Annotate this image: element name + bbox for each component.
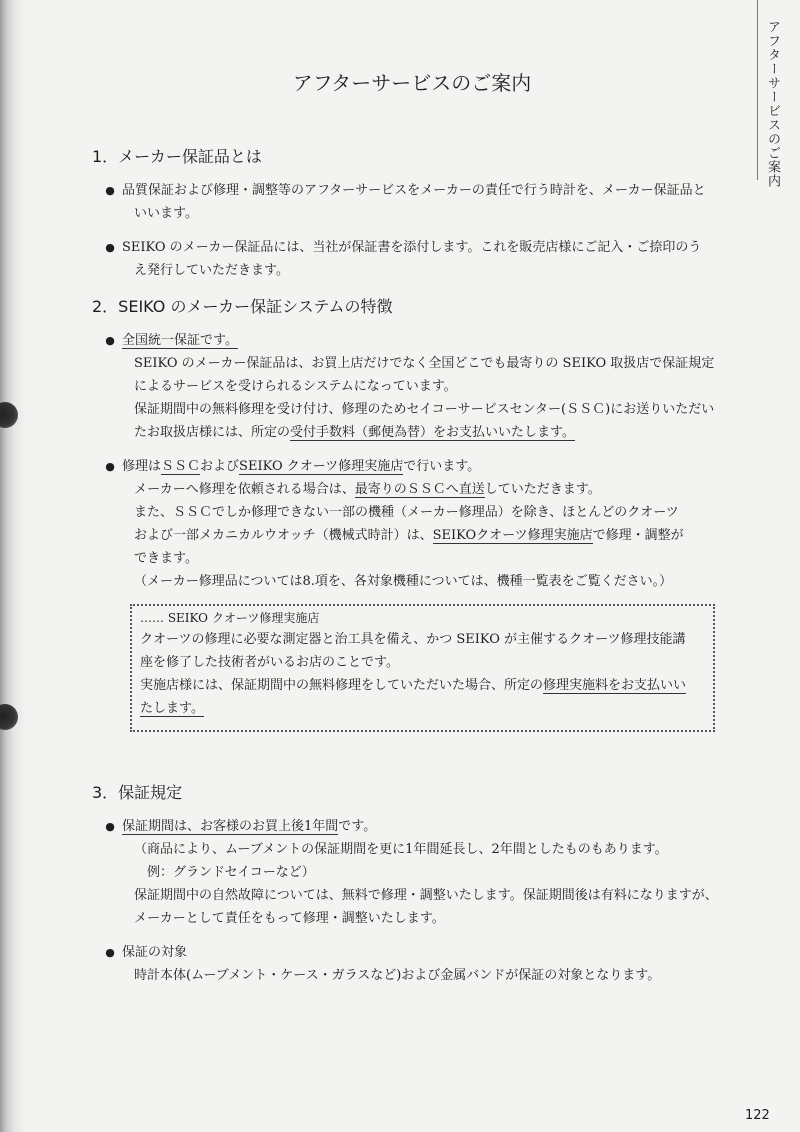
bullet-item — [92, 236, 732, 282]
bullet-item — [92, 455, 732, 593]
bullet-item — [92, 815, 732, 930]
text-line — [122, 907, 732, 930]
text-segment: で修理・調整が — [592, 528, 684, 543]
text-segment: いいます。 — [134, 206, 198, 221]
info-box-title: …… SEIKO クオーツ修理実施店 — [140, 611, 320, 625]
text-segment: （メーカー修理品については8.項を、各対象機種については、機種一覧表をご覧ください。） — [134, 574, 673, 589]
text-segment: メーカーとして責任をもって修理・調整いたします。 — [134, 911, 445, 926]
page-content — [92, 146, 732, 998]
text-line — [140, 674, 705, 697]
bullet-item — [92, 179, 732, 225]
text-segment: クオーツの修理に必要な測定器と治工具を備え、かつ SEIKO が主催するクオーツ修理技能講 — [140, 632, 686, 647]
tab-divider — [757, 0, 758, 180]
bullet-icon: ● — [105, 460, 115, 473]
text-segment: によるサービスを受けられるシステムになっています。 — [134, 379, 457, 394]
underlined-text: SEIKO クオーツ修理実施店 — [239, 459, 404, 474]
bullet-icon: ● — [105, 241, 115, 254]
text-segment: 品質保証および修理・調整等のアフターサービスをメーカーの責任で行う時計を、メーカー保証品と — [122, 183, 706, 198]
underlined-text: ＳＳＣ — [161, 459, 201, 474]
text-segment: していただきます。 — [484, 482, 601, 497]
underlined-text: 全国統一保証です。 — [122, 333, 238, 348]
bullet-text — [122, 329, 732, 444]
text-line — [122, 478, 732, 501]
bullet-text — [122, 941, 732, 987]
text-segment: 保証期間中の自然故障については、無料で修理・調整いたします。保証期間後は有料になりますが、 — [134, 888, 718, 903]
text-segment: 保証の対象 — [122, 945, 188, 960]
binding-edge — [0, 0, 26, 1132]
text-segment: （商品により、ムーブメントの保証期間を更に1年間延長し、2年間としたものもあります。 — [134, 842, 668, 857]
underlined-text: 修理実施料をお支払いい — [543, 678, 687, 693]
text-line — [122, 941, 732, 964]
text-segment: SEIKO のメーカー保証品には、当社が保証書を添付します。これを販売店様にご記入・ご捺印のう — [122, 240, 702, 255]
bullet-text — [122, 455, 732, 593]
text-line — [122, 179, 732, 202]
text-line — [140, 651, 705, 674]
text-line — [122, 421, 732, 444]
underlined-text: たします。 — [140, 701, 204, 716]
text-segment: え発行していただきます。 — [134, 263, 289, 278]
section-heading: 2．SEIKO のメーカー保証システムの特徴 — [92, 297, 393, 316]
bullet-icon: ● — [105, 184, 115, 197]
text-line — [122, 398, 732, 421]
text-line — [122, 259, 732, 282]
text-line — [122, 352, 732, 375]
text-segment: 実施店様には、保証期間中の無料修理をしていただいた場合、所定の — [140, 678, 544, 693]
text-line — [122, 547, 732, 570]
info-box — [130, 604, 715, 732]
bullet-item — [92, 941, 732, 987]
bullet-icon: ● — [105, 820, 115, 833]
text-segment: 座を修了した技術者がいるお店のことです。 — [140, 655, 399, 670]
bullet-icon: ● — [105, 946, 115, 959]
section-heading: 1．メーカー保証品とは — [92, 147, 262, 166]
page-title: アフターサービスのご案内 — [292, 71, 532, 95]
page-number: 122 — [745, 1108, 770, 1123]
text-segment: たお取扱店様には、所定の — [134, 425, 291, 440]
section-manufacturer-warranty — [92, 146, 732, 282]
text-segment: SEIKO のメーカー保証品は、お買上店だけでなく全国どこでも最寄りの SEIKO 取扱店で保証規定 — [134, 356, 715, 371]
bullet-icon: ● — [105, 334, 115, 347]
bullet-text — [122, 815, 732, 930]
underlined-text: 保証期間は、お客様のお買上後1年間 — [122, 819, 339, 834]
side-index-tab: アフターサービスのご案内 — [765, 20, 780, 188]
text-line — [122, 236, 732, 259]
text-segment: 保証期間中の無料修理を受け付け、修理のためセイコーサービスセンター(ＳＳＣ)にお送りいただい — [134, 402, 715, 417]
text-segment: 時計本体(ムーブメント・ケース・ガラスなど)および金属バンドが保証の対象となります。 — [134, 968, 661, 983]
underlined-text: 最寄りのＳＳＣへ直送 — [354, 482, 485, 497]
section-warranty-system — [92, 296, 732, 732]
text-line — [122, 570, 732, 593]
text-segment: です。 — [338, 819, 377, 834]
text-line — [122, 815, 732, 838]
section-warranty-rules — [92, 782, 732, 987]
text-line — [140, 628, 705, 651]
underlined-text: 受付手数料（郵便為替）をお支払いいたします。 — [290, 425, 575, 440]
underlined-text: SEIKOクオーツ修理実施店 — [432, 528, 593, 543]
section-heading: 3．保証規定 — [92, 783, 183, 802]
text-segment: で行います。 — [403, 459, 481, 474]
text-segment: および — [200, 459, 240, 474]
text-segment: 例：グランドセイコーなど） — [134, 865, 315, 880]
text-segment: メーカーへ修理を依頼される場合は、 — [134, 482, 355, 497]
text-line — [122, 202, 732, 225]
text-line — [122, 524, 732, 547]
text-segment: および一部メカニカルウオッチ（機械式時計）は、 — [134, 528, 433, 543]
text-line — [122, 501, 732, 524]
bullet-item — [92, 329, 732, 444]
text-line — [122, 861, 732, 884]
text-segment: できます。 — [134, 551, 198, 566]
text-line — [122, 329, 732, 352]
bullet-text — [122, 179, 732, 225]
text-line — [122, 375, 732, 398]
text-line — [122, 455, 732, 478]
bullet-text — [122, 236, 732, 282]
text-line — [122, 964, 732, 987]
text-segment: また、ＳＳＣでしか修理できない一部の機種（メーカー修理品）を除き、ほとんどのクオーツ — [134, 505, 679, 520]
text-segment: 修理は — [122, 459, 162, 474]
text-line — [140, 697, 705, 720]
text-line — [122, 838, 732, 861]
text-line — [122, 884, 732, 907]
